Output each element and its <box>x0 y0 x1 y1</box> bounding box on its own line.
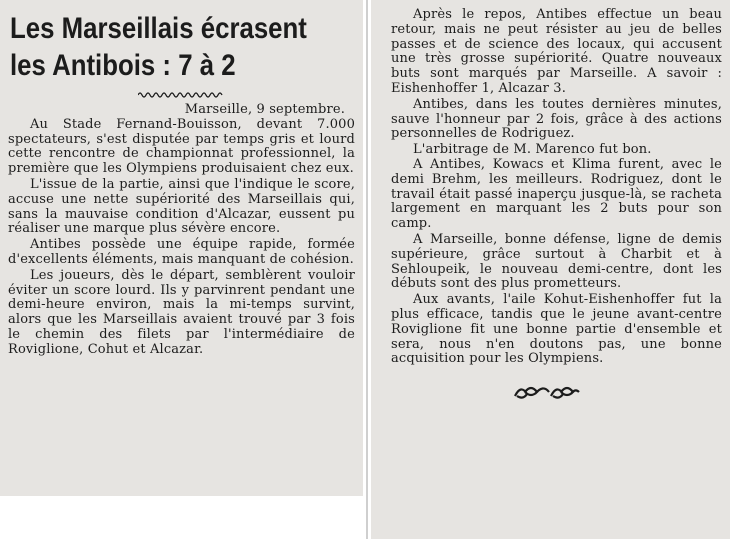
paragraph-10: Aux avants, l'aile Kohut-Eishenhoffer fut la plus efficace, tandis que le jeune avant-centre Roviglione fit une bonne partie d'ensemble et sera, nous n'en doutons pas, une bonne acquisition pour les Olympiens. <box>391 292 722 367</box>
left-column <box>0 0 363 496</box>
paragraph-6: Antibes, dans les toutes dernières minutes, sauve l'honneur par 2 fois, grâce à des actions personnelles de Rodriguez. <box>391 96 722 142</box>
column-divider <box>366 0 368 539</box>
right-column <box>371 0 730 539</box>
end-ornament-icon <box>511 383 581 401</box>
paragraph-7: L'arbitrage de M. Marenco fut bon. <box>413 142 652 158</box>
paragraph-9: A Marseille, bonne défense, ligne de demis supérieure, grâce surtout à Charbit et à Sehloupeik, le nouveau demi-centre, dont les débuts sont des plus prometteurs. <box>391 231 722 292</box>
paragraph-5: Après le repos, Antibes effectue un beau retour, mais ne peut résister au jeu de belles passes et de science des locaux, qui accusent une très grosse supériorité. Quatre nouveaux buts sont marqués par Marseille. A savoir : Eishenhoffer 1, Alcazar 3. <box>391 7 722 96</box>
paragraph-1: Au Stade Fernand-Bouisson, devant 7.000 spectateurs, s'est disputée par temps gris et lourd cette rencontre de championnat professionnel, la première que les Olympiens produisaient chez eux. <box>8 116 355 177</box>
headline-line-2: les Antibois : 7 à 2 <box>10 49 236 82</box>
paragraph-2: L'issue de la partie, ainsi que l'indique le score, accuse une nette supériorité des Marseillais qui, sans la mauvaise condition d'Alcazar, eussent pu réaliser une marque plus sévère encore. <box>8 176 355 237</box>
headline-line-1: Les Marseillais écrasent <box>10 12 307 45</box>
wavy-rule-icon <box>138 91 224 99</box>
paragraph-8: A Antibes, Kowacs et Klima furent, avec le demi Brehm, les meilleurs. Rodriguez, dont le travail était passé inaperçu jusque-là, se racheta largement en marquant les 2 buts pour son camp. <box>391 156 722 232</box>
paragraph-3: Antibes possède une équipe rapide, formée d'excellents éléments, mais manquant de cohésion. <box>8 237 355 267</box>
paragraph-4: Les joueurs, dès le départ, semblèrent vouloir éviter un score lourd. Ils y parvinrent pendant une demi-heure environ, mais la mi-temps survint, alors que les Marseillais avaient trouvé par 3 fois le chemin des filets par l'intermédiaire de Roviglione, Cohut et Alcazar. <box>8 267 355 357</box>
dateline: Marseille, 9 septembre. <box>184 102 345 117</box>
headline <box>10 10 354 84</box>
